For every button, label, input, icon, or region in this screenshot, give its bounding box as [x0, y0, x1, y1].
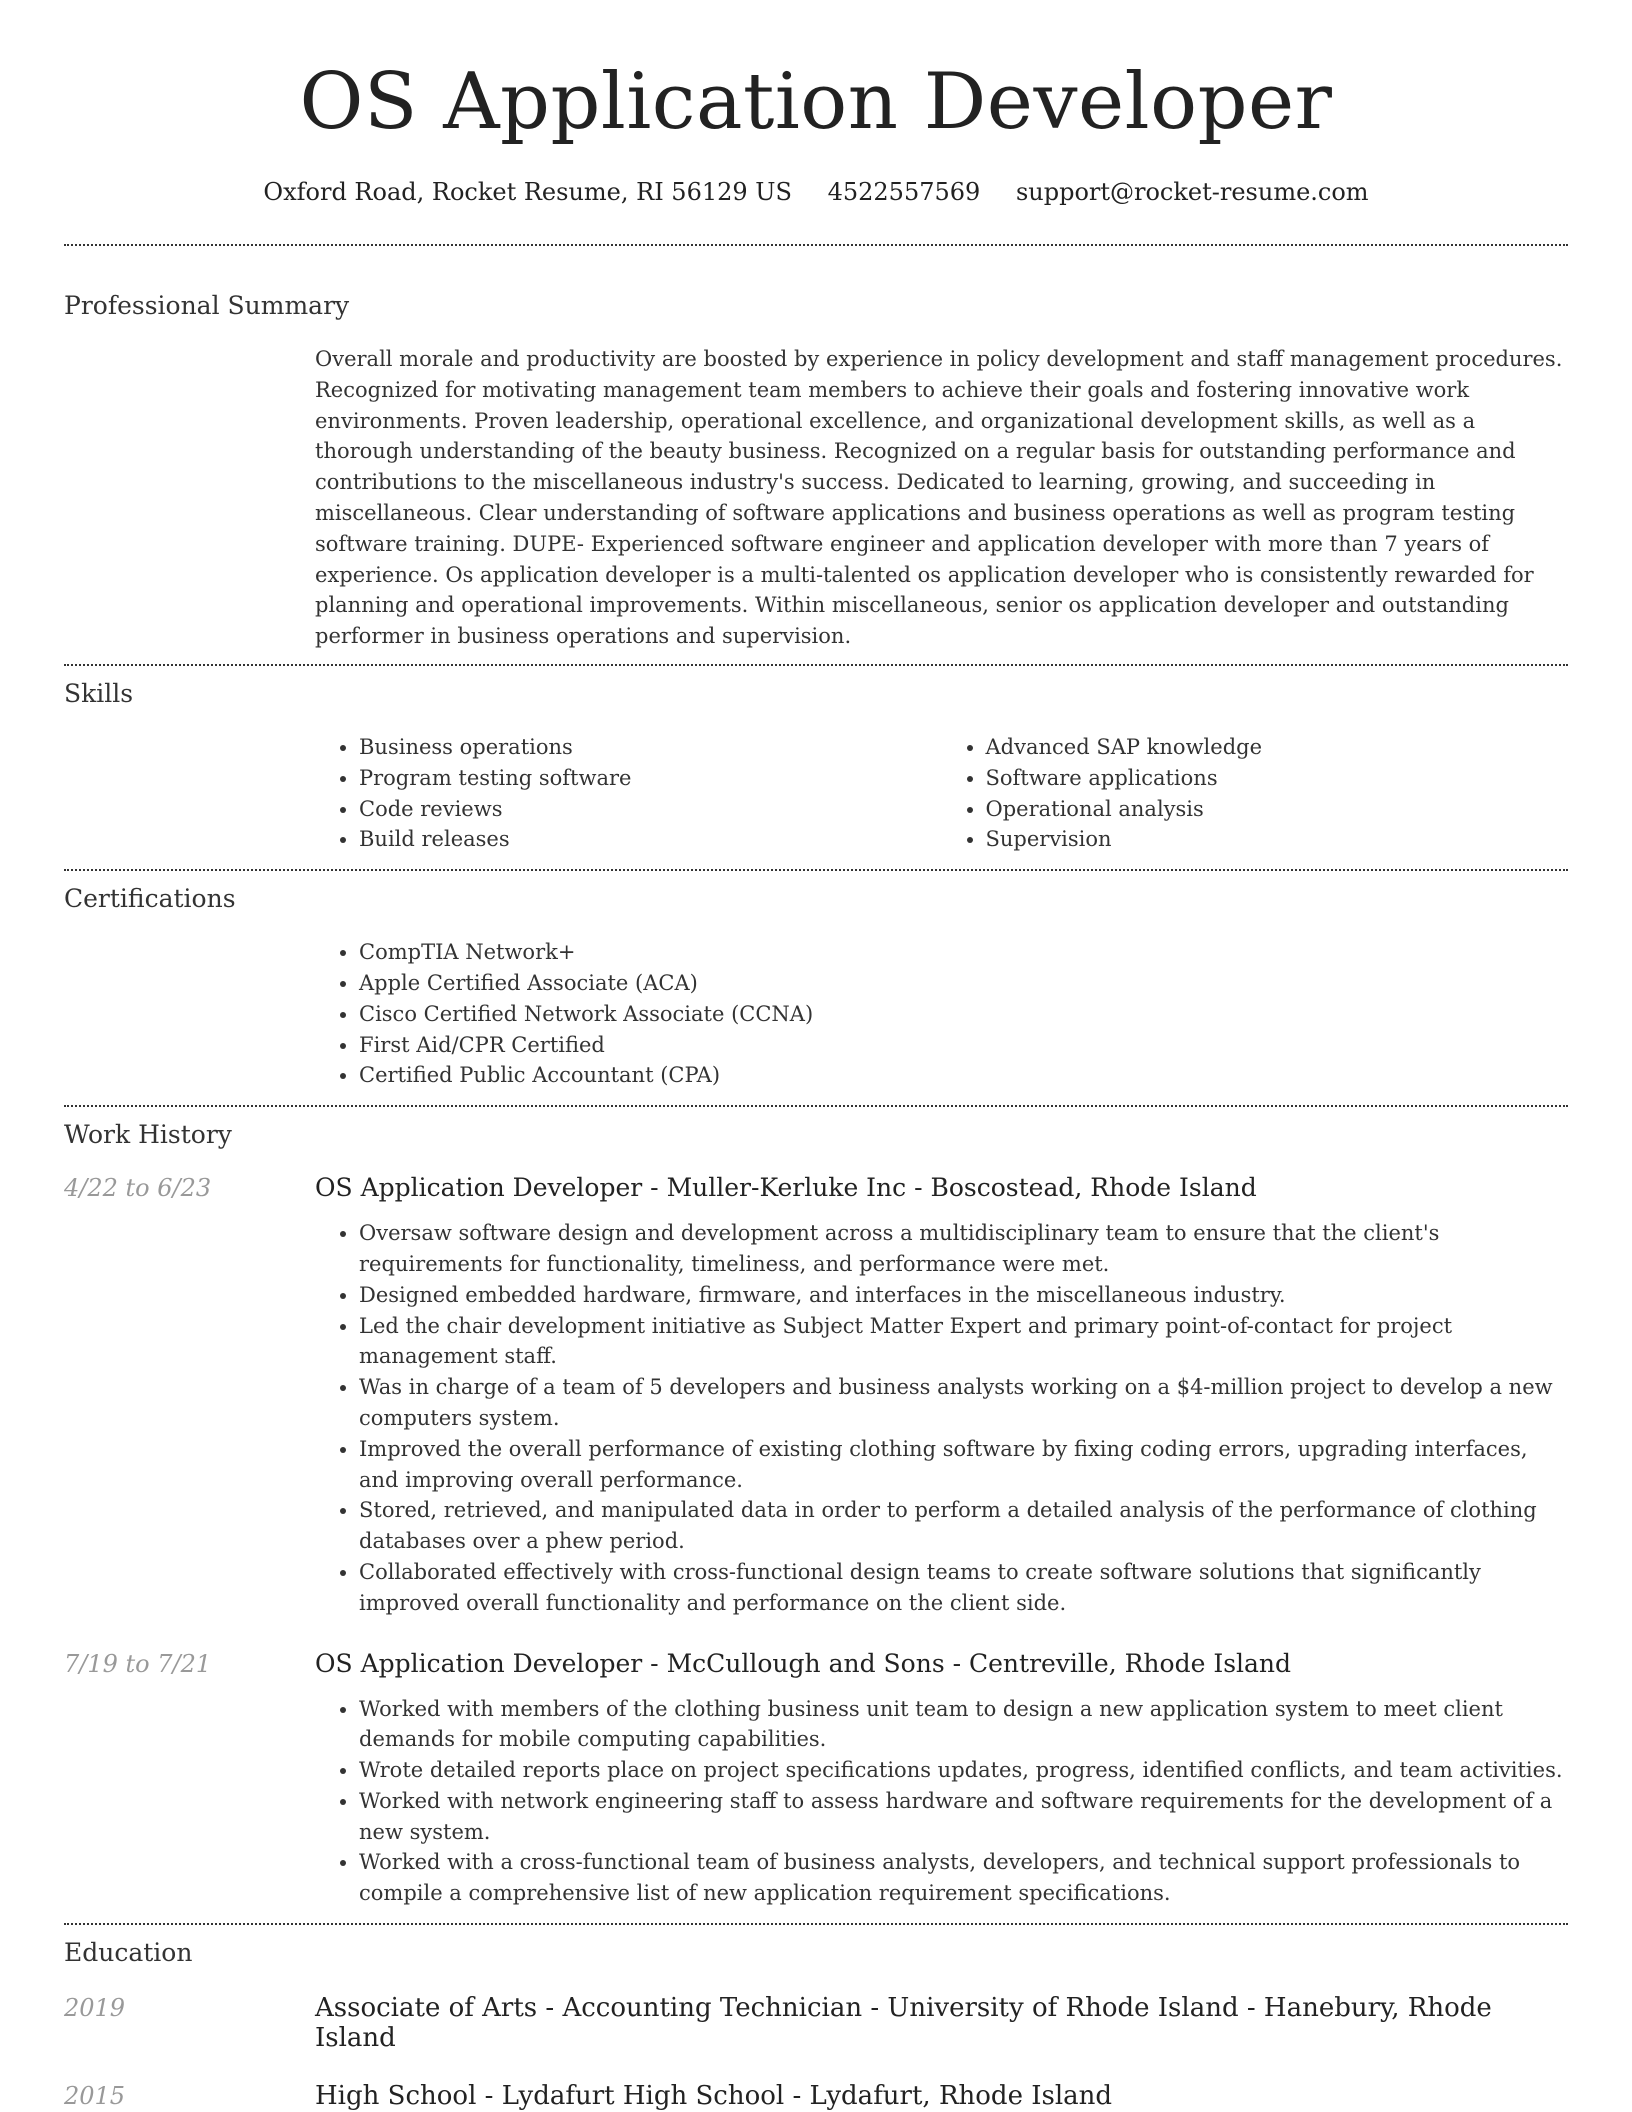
job-bullet: • Was in charge of a team of 5 developers and business analysts working on a $4-million project to develop a new computers system. — [359, 1372, 1568, 1434]
job-bullet: • Improved the overall performance of existing clothing software by fixing coding errors, upgrading interfaces, and improving overall performance. — [359, 1434, 1568, 1496]
education-year: 2015 — [64, 2082, 126, 2111]
job-bullet: • Stored, retrieved, and manipulated data in order to perform a detailed analysis of the performance of clothing databases over a phew period. — [359, 1495, 1568, 1557]
education-entry — [64, 1993, 1568, 2053]
skill-item: • Code reviews — [359, 794, 942, 825]
job-dates: 4/22 to 6/23 — [64, 1174, 212, 1203]
job-bullet: • Wrote detailed reports place on project specifications updates, progress, identified conflicts, and team activities. — [359, 1755, 1568, 1786]
skill-item: • Software applications — [986, 763, 1569, 794]
job-bullet: • Designed embedded hardware, firmware, and interfaces in the miscellaneous industry. — [359, 1280, 1568, 1311]
job-bullet: • Worked with network engineering staff to assess hardware and software requirements for the development of a new system. — [359, 1786, 1568, 1848]
skill-item: • Operational analysis — [986, 794, 1569, 825]
job-heading: OS Application Developer - McCullough and Sons - Centreville, Rhode Island — [315, 1648, 1292, 1678]
job-bullet: • Collaborated effectively with cross-functional design teams to create software solutions that significantly improved overall functionality and performance on the client side. — [359, 1557, 1568, 1619]
job-bullet: • Oversaw software design and development across a multidisciplinary team to ensure that the client's requirements for functionality, timeliness, and performance were met. — [359, 1218, 1568, 1280]
divider — [64, 664, 1568, 666]
skills-column-left — [315, 732, 942, 855]
divider — [64, 1105, 1568, 1107]
section-title-certifications: Certifications — [64, 884, 236, 914]
contact-address: Oxford Road, Rocket Resume, RI 56129 US — [263, 178, 792, 206]
skill-item: • Advanced SAP knowledge — [986, 732, 1569, 763]
certification-item: • CompTIA Network+ — [359, 937, 1568, 968]
skill-item: • Business operations — [359, 732, 942, 763]
job-heading: OS Application Developer - Muller-Kerluke Inc - Boscostead, Rhode Island — [315, 1173, 1257, 1203]
skill-item: • Supervision — [986, 824, 1569, 855]
divider — [64, 869, 1568, 871]
certifications-list — [315, 937, 1568, 1091]
job-bullet: • Worked with a cross-functional team of business analysts, developers, and technical support professionals to compile a comprehensive list of new application requirement specifications. — [359, 1847, 1568, 1909]
education-year: 2019 — [64, 1994, 126, 2023]
skill-item: • Program testing software — [359, 763, 942, 794]
education-heading: High School - Lydafurt High School - Lydafurt, Rhode Island — [315, 2081, 1113, 2112]
job-entry — [64, 1649, 1568, 1910]
job-bullet: • Led the chair development initiative as Subject Matter Expert and primary point-of-contact for project management staff. — [359, 1311, 1568, 1373]
education-heading: Associate of Arts - Accounting Technician - University of Rhode Island - Hanebury, Rhode Island — [315, 1993, 1492, 2054]
section-title-skills: Skills — [64, 678, 134, 708]
contact-phone: 4522557569 — [827, 178, 981, 206]
certification-item: • First Aid/CPR Certified — [359, 1030, 1568, 1061]
divider — [64, 1923, 1568, 1925]
skills-list — [315, 732, 1568, 855]
certification-item: • Certified Public Accountant (CPA) — [359, 1060, 1568, 1091]
summary-text: Overall morale and productivity are boosted by experience in policy development and staff management procedures. Recognized for motivating management team members to achieve their goals and fostering innovative work environments. Proven leadership, operational excellence, and organizational development skills, as well as a thorough understanding of the beauty business. Recognized on a regular basis for outstanding performance and contributions to the miscellaneous industry's success. Dedicated to learning, growing, and succeeding in miscellaneous. Clear understanding of software applications and business operations as well as program testing software training. DUPE- Experienced software engineer and application developer with more than 7 years of experience. Os application developer is a multi-talented os application developer who is consistently rewarded for planning and operational improvements. Within miscellaneous, senior os application developer and outstanding performer in business operations and supervision. — [315, 347, 1563, 649]
resume-name: OS Application Developer — [299, 57, 1333, 147]
certification-item: • Apple Certified Associate (ACA) — [359, 968, 1568, 999]
contact-email: support@rocket-resume.com — [1015, 178, 1369, 206]
skill-item: • Build releases — [359, 824, 942, 855]
job-bullets — [315, 1694, 1568, 1910]
job-dates: 7/19 to 7/21 — [64, 1649, 212, 1678]
section-title-work-history: Work History — [64, 1120, 232, 1150]
section-title-summary: Professional Summary — [64, 291, 350, 320]
skills-column-right — [942, 732, 1569, 855]
education-entry — [64, 2081, 1568, 2111]
job-bullets — [315, 1218, 1568, 1618]
job-bullet: • Worked with members of the clothing business unit team to design a new application system to meet client demands for mobile computing capabilities. — [359, 1694, 1568, 1756]
certification-item: • Cisco Certified Network Associate (CCNA) — [359, 999, 1568, 1030]
job-entry — [64, 1173, 1568, 1618]
section-title-education: Education — [64, 1938, 193, 1968]
contact-line — [64, 176, 1568, 208]
divider — [64, 244, 1568, 246]
